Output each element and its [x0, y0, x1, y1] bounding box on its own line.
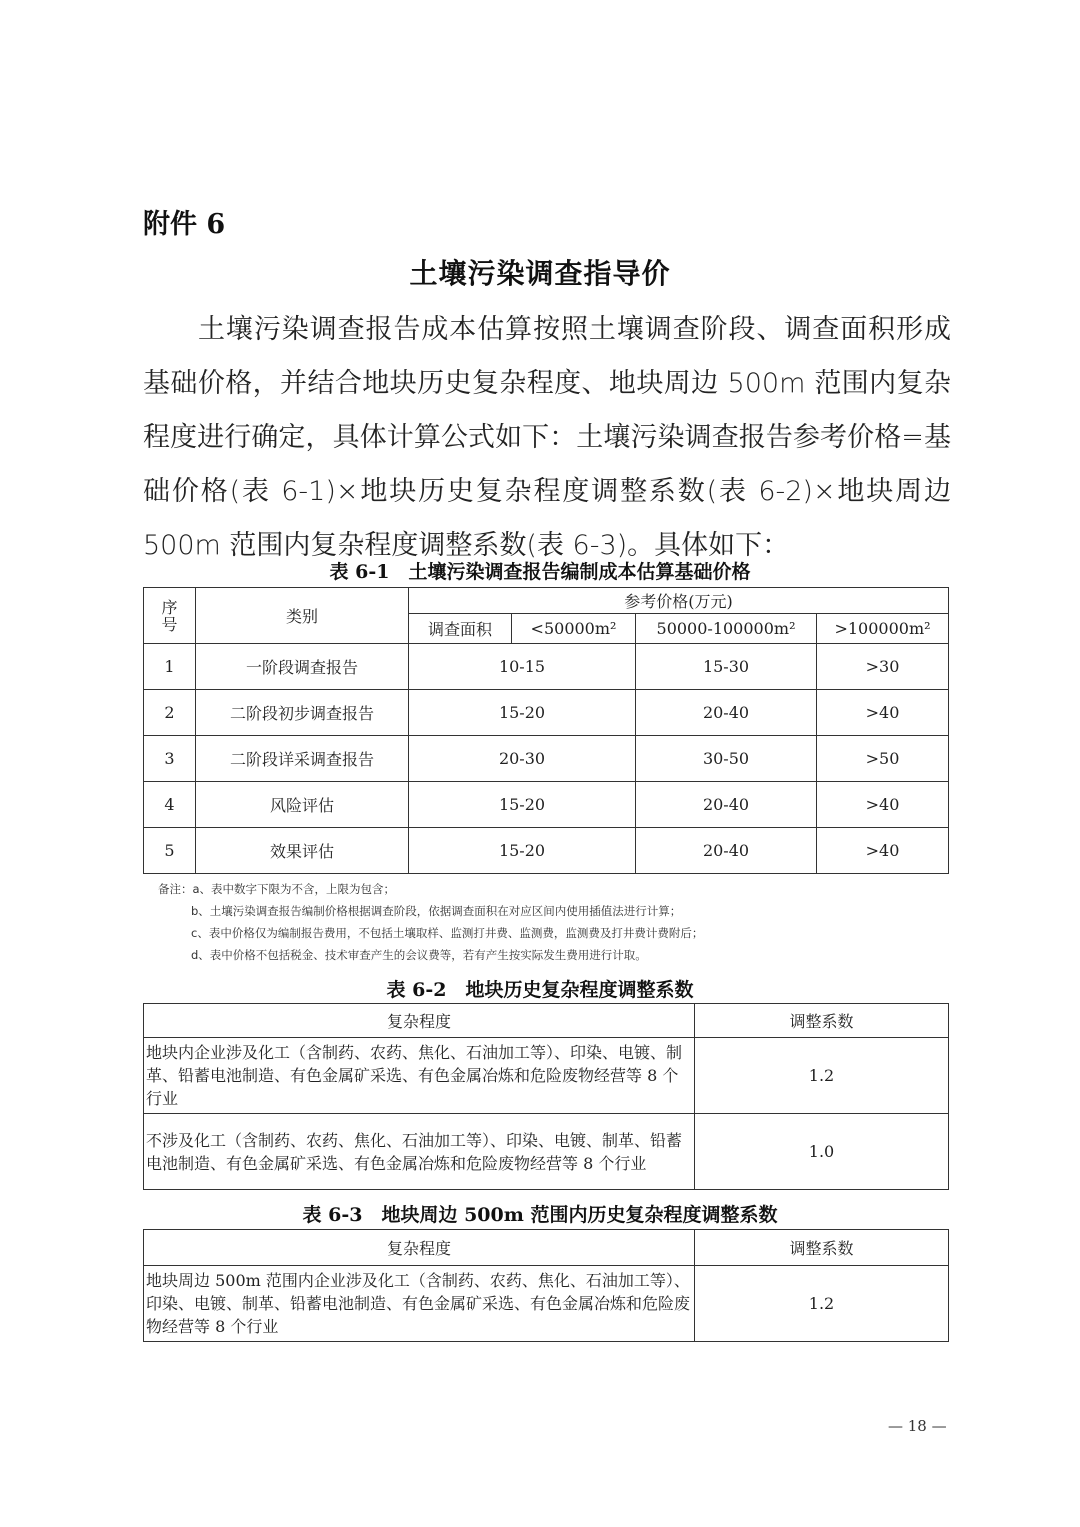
- row-value-large: >40: [817, 782, 949, 828]
- row-value-mid: 20-40: [636, 690, 817, 736]
- table-row: [144, 1038, 949, 1114]
- table1-header-col2: 50000-100000m²: [636, 614, 817, 644]
- row-seq: 4: [144, 782, 196, 828]
- table2-header-coef: 调整系数: [695, 1004, 949, 1038]
- row-coefficient: 1.2: [695, 1038, 949, 1114]
- table1-header-ref-price: 参考价格(万元): [409, 588, 949, 614]
- row-value-mid: 20-40: [636, 782, 817, 828]
- table3-header-complexity: 复杂程度: [144, 1230, 695, 1266]
- row-coefficient: 1.0: [695, 1114, 949, 1190]
- row-value-small: 15-20: [409, 828, 636, 874]
- table3: [143, 1229, 949, 1342]
- table1-header-col3: >100000m²: [817, 614, 949, 644]
- row-category: 风险评估: [196, 782, 409, 828]
- row-seq: 5: [144, 828, 196, 874]
- table1-header-col1: <50000m²: [512, 614, 636, 644]
- table2-header-complexity: 复杂程度: [144, 1004, 695, 1038]
- row-value-small: 10-15: [409, 644, 636, 690]
- table2-caption: 表 6-2 地块历史复杂程度调整系数: [386, 979, 694, 1001]
- table-row: [144, 644, 949, 690]
- table-row: [144, 782, 949, 828]
- table1-notes: [158, 878, 703, 966]
- row-value-large: >40: [817, 828, 949, 874]
- table1: [143, 587, 949, 874]
- row-description: 不涉及化工（含制药、农药、焦化、石油加工等）、印染、电镀、制革、铅蓄电池制造、有色金属矿采选、有色金属冶炼和危险废物经营等 8 个行业: [144, 1114, 695, 1190]
- row-value-large: >50: [817, 736, 949, 782]
- table1-caption: 表 6-1 土壤污染调查报告编制成本估算基础价格: [329, 561, 751, 583]
- row-value-large: >40: [817, 690, 949, 736]
- row-seq: 3: [144, 736, 196, 782]
- table-row: [144, 1266, 949, 1342]
- row-value-mid: 30-50: [636, 736, 817, 782]
- table1-header-seq: 序号: [144, 588, 196, 644]
- row-seq: 1: [144, 644, 196, 690]
- note-b: b、土壤污染调查报告编制价格根据调查阶段，依据调查面积在对应区间内使用插值法进行计算；: [191, 904, 682, 918]
- row-seq: 2: [144, 690, 196, 736]
- page-title: 土壤污染调查指导价: [409, 257, 671, 290]
- table2: [143, 1003, 949, 1190]
- page-number: — 18 —: [888, 1417, 947, 1435]
- row-category: 效果评估: [196, 828, 409, 874]
- note-c: c、表中价格仅为编制报告费用，不包括土壤取样、监测打井费、监测费，监测费及打井费计费附后；: [191, 926, 704, 940]
- table1-header-category: 类别: [196, 588, 409, 644]
- table1-header-area: 调查面积: [409, 614, 512, 644]
- row-value-large: >30: [817, 644, 949, 690]
- row-value-small: 15-20: [409, 782, 636, 828]
- table-row: [144, 828, 949, 874]
- row-category: 一阶段调查报告: [196, 644, 409, 690]
- row-description: 地块内企业涉及化工（含制药、农药、焦化、石油加工等）、印染、电镀、制革、铅蓄电池制造、有色金属矿采选、有色金属冶炼和危险废物经营等 8 个行业: [144, 1038, 695, 1114]
- row-category: 二阶段初步调查报告: [196, 690, 409, 736]
- table-row: [144, 690, 949, 736]
- table3-caption: 表 6-3 地块周边 500m 范围内历史复杂程度调整系数: [302, 1204, 778, 1226]
- row-coefficient: 1.2: [695, 1266, 949, 1342]
- row-value-small: 20-30: [409, 736, 636, 782]
- row-value-mid: 15-30: [636, 644, 817, 690]
- row-category: 二阶段详采调查报告: [196, 736, 409, 782]
- table-row: [144, 736, 949, 782]
- note-d: d、表中价格不包括税金、技术审查产生的会议费等，若有产生按实际发生费用进行计取。: [191, 948, 647, 962]
- intro-paragraph: 土壤污染调查报告成本估算按照土壤调查阶段、调查面积形成基础价格，并结合地块历史复杂程度、地块周边 500m 范围内复杂程度进行确定，具体计算公式如下：土壤污染调查报告参考价格=基础价格(表 6-1)×地块历史复杂程度调整系数(表 6-2)×地块周边 500m 范围内复杂程度调整系数(表 6-3)。具体如下：: [143, 314, 951, 561]
- table3-header-coef: 调整系数: [695, 1230, 949, 1266]
- note-a: 备注：a、表中数字下限为不含，上限为包含；: [158, 882, 396, 896]
- attachment-label: 附件 6: [143, 209, 226, 240]
- row-value-mid: 20-40: [636, 828, 817, 874]
- row-value-small: 15-20: [409, 690, 636, 736]
- table-row: [144, 1114, 949, 1190]
- row-description: 地块周边 500m 范围内企业涉及化工（含制药、农药、焦化、石油加工等）、印染、电镀、制革、铅蓄电池制造、有色金属矿采选、有色金属冶炼和危险废物经营等 8 个行业: [144, 1266, 695, 1342]
